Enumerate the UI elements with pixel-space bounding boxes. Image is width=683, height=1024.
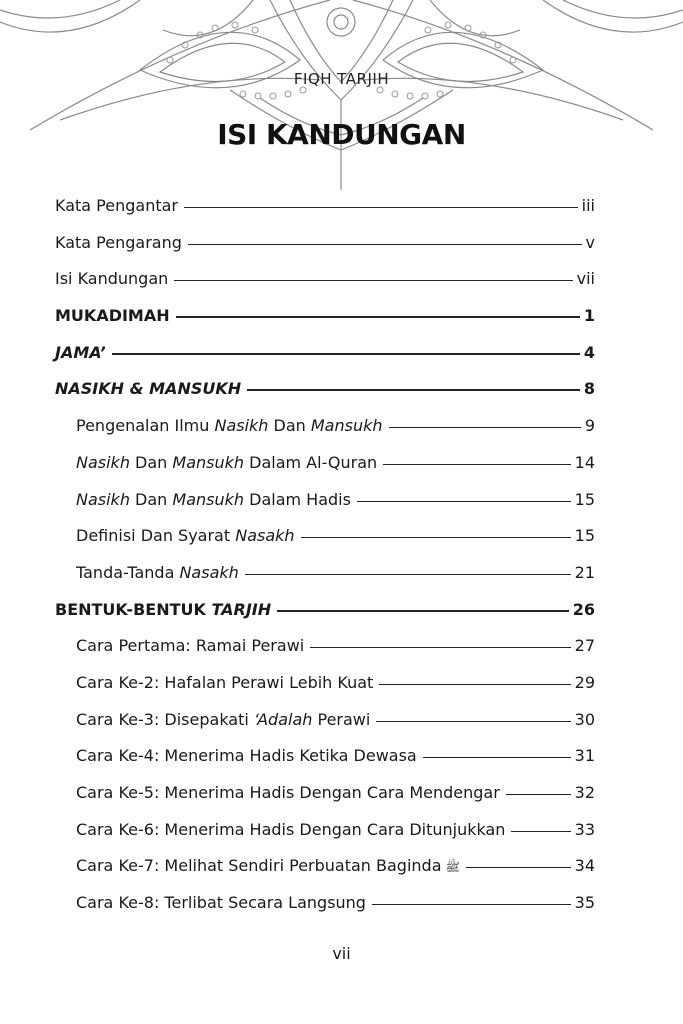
toc-label-part: TARJIH (211, 599, 272, 619)
toc-leader-line (511, 831, 570, 832)
toc-leader-line (383, 464, 570, 465)
toc-label-part: Nasikh (76, 452, 130, 472)
toc-entry-label (55, 600, 271, 620)
toc-entry[interactable] (55, 453, 595, 490)
toc-entry[interactable] (55, 600, 595, 637)
toc-leader-line (247, 389, 580, 391)
toc-leader-line (174, 280, 572, 281)
toc-label-part: Nasikh (214, 416, 269, 436)
toc-entry[interactable] (55, 269, 595, 306)
toc-entry[interactable] (55, 196, 595, 233)
toc-entry[interactable] (55, 343, 595, 380)
toc-label-part: ‘Adalah (253, 709, 313, 729)
toc-leader-line (188, 244, 582, 245)
toc-leader-line (112, 353, 580, 355)
toc-page-number: 30 (574, 709, 595, 729)
toc-entry[interactable] (55, 490, 595, 527)
toc-leader-line (357, 501, 571, 502)
running-head: FIQH TARJIH (293, 70, 390, 88)
toc-leader-line (506, 794, 571, 795)
toc-label-part: Kata Pengarang (55, 232, 182, 252)
toc-label-part: Dan (268, 416, 311, 436)
page-title: ISI KANDUNGAN (217, 118, 466, 151)
toc-label-part: Dalam Al-Quran (244, 452, 378, 472)
toc-entry-label (76, 636, 304, 656)
mandala-ornament (0, 0, 683, 200)
toc-leader-line (376, 721, 570, 722)
toc-entry-label (55, 379, 241, 399)
toc-page-number: 8 (583, 379, 595, 399)
toc-leader-line (423, 757, 571, 758)
toc-page-number: 32 (574, 783, 595, 802)
toc-entry-label (55, 343, 106, 363)
toc-entry-label (76, 416, 383, 436)
toc-label-part: Cara Ke-7: Melihat Sendiri Perbuatan Baginda (76, 856, 442, 876)
toc-entry-label (76, 490, 351, 510)
toc-page-number: 15 (574, 489, 595, 509)
toc-page-number: 33 (574, 819, 595, 839)
toc-label-part: Cara Ke-4: Menerima Hadis Ketika Dewasa (76, 746, 417, 766)
toc-entry-label (76, 526, 295, 546)
toc-entry[interactable] (55, 233, 595, 270)
toc-label-part: Kata Pengantar (55, 196, 178, 215)
toc-label-part: NASIKH & MANSUKH (55, 379, 242, 399)
toc-label-part: Nasakh (235, 526, 295, 546)
toc-page-number: 26 (572, 599, 595, 619)
toc-entry-label (55, 306, 170, 326)
toc-entry-label (76, 820, 505, 840)
toc-label-part: Cara Ke-3: Disepakati (76, 709, 254, 729)
toc-entry[interactable] (55, 820, 595, 857)
toc-entry-label (55, 269, 168, 289)
toc-entry-label (76, 563, 239, 583)
toc-label-part: Nasikh (76, 489, 130, 509)
toc-entry[interactable] (55, 710, 595, 747)
salawat-symbol: ﷺ (445, 860, 460, 875)
toc-leader-line (379, 684, 570, 685)
toc-page-number: 29 (574, 672, 595, 692)
toc-label-part: Tanda-Tanda (76, 562, 180, 582)
toc-entry[interactable] (55, 783, 595, 820)
toc-page-number: 31 (574, 746, 595, 766)
toc-label-part: Definisi Dan Syarat (76, 526, 236, 546)
toc-leader-line (277, 610, 569, 612)
toc-entry[interactable] (55, 563, 595, 600)
toc-entry-label (76, 893, 366, 913)
toc-page-number: 1 (583, 306, 595, 326)
toc-entry[interactable] (55, 306, 595, 343)
toc-leader-line (310, 647, 570, 648)
toc-label-part: Isi Kandungan (55, 269, 169, 289)
toc-label-part: Dan (129, 452, 173, 472)
toc-entry-label (76, 783, 500, 803)
toc-entry[interactable] (55, 416, 595, 453)
toc-page-number: 14 (574, 452, 595, 472)
toc-label-part: Dan (129, 489, 173, 509)
toc-label-part: Cara Ke-6: Menerima Hadis Dengan Cara Ditunjukkan (76, 819, 506, 839)
toc-entry-label (76, 453, 377, 473)
toc-entry-label (76, 746, 417, 766)
toc-page-number: 34 (574, 856, 595, 876)
toc-entry-label (55, 196, 178, 216)
toc-label-part: Cara Ke-5: Menerima Hadis Dengan Cara Mendengar (76, 783, 500, 802)
table-of-contents (55, 196, 595, 930)
toc-page-number: 21 (574, 562, 595, 582)
toc-page-number: 35 (574, 893, 595, 913)
toc-entry-label (76, 856, 460, 877)
toc-label-part: JAMA’ (55, 342, 106, 362)
toc-entry[interactable] (55, 526, 595, 563)
toc-page-number: iii (581, 196, 595, 215)
toc-label-part: Dalam Hadis (244, 489, 351, 509)
toc-label-part: Cara Ke-2: Hafalan Perawi Lebih Kuat (76, 672, 374, 692)
toc-label-part: Nasakh (179, 562, 239, 582)
toc-leader-line (301, 537, 571, 538)
toc-page-number: 9 (584, 416, 595, 436)
toc-entry[interactable] (55, 673, 595, 710)
toc-entry[interactable] (55, 746, 595, 783)
toc-entry[interactable] (55, 893, 595, 930)
toc-page-number: v (585, 232, 595, 252)
toc-page-number: 15 (574, 526, 595, 546)
toc-label-part: Mansukh (172, 489, 245, 509)
toc-label-part: Cara Ke-8: Terlibat Secara Langsung (76, 893, 366, 913)
toc-leader-line (176, 316, 580, 318)
page-number: vii (332, 944, 351, 963)
toc-label-part: Perawi (312, 709, 371, 729)
toc-entry[interactable] (55, 856, 595, 893)
toc-entry-label (55, 233, 182, 253)
toc-label-part: BENTUK-BENTUK (55, 599, 212, 619)
toc-page-number: 27 (574, 636, 595, 656)
toc-label-part: Mansukh (310, 416, 383, 436)
toc-page-number: vii (576, 269, 595, 289)
toc-leader-line (245, 574, 571, 575)
toc-entry[interactable] (55, 636, 595, 673)
toc-label-part: Mansukh (172, 452, 245, 472)
toc-page-number: 4 (583, 342, 595, 362)
toc-label-part: Pengenalan Ilmu (76, 416, 215, 436)
toc-leader-line (389, 427, 581, 428)
toc-leader-line (184, 207, 578, 208)
toc-entry[interactable] (55, 379, 595, 416)
toc-label-part: MUKADIMAH (55, 306, 170, 326)
toc-entry-label (76, 710, 370, 730)
toc-entry-label (76, 673, 373, 693)
toc-leader-line (466, 867, 571, 868)
toc-label-part: Cara Pertama: Ramai Perawi (76, 636, 305, 656)
toc-leader-line (372, 904, 571, 905)
